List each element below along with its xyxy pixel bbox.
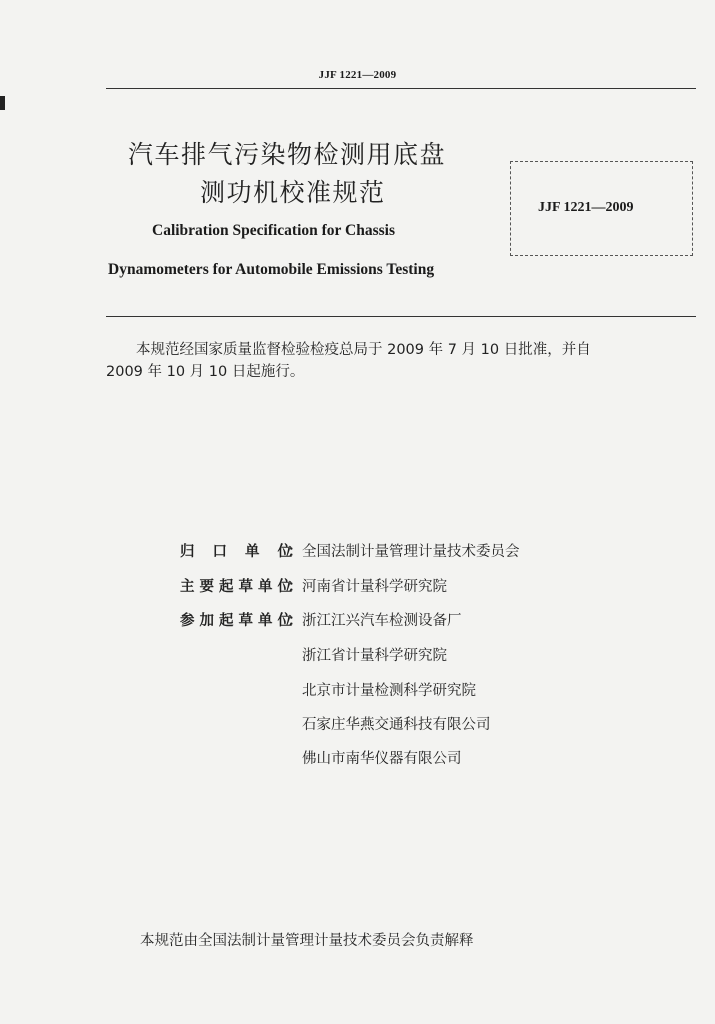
org-value: 佛山市南华仪器有限公司	[302, 751, 462, 767]
org-colon: ：	[288, 579, 303, 595]
org-colon: ：	[288, 544, 303, 560]
scan-edge-mark	[0, 96, 5, 110]
header-rule	[106, 88, 696, 89]
org-value: 浙江省计量科学研究院	[302, 648, 447, 664]
approval-line-1-text: 本规范经国家质量监督检验检疫总局于 2009 年 7 月 10 日批准，并自	[136, 342, 591, 358]
approval-line-2: 2009 年 10 月 10 日起施行。	[106, 364, 305, 380]
approval-line-1	[106, 339, 696, 361]
standard-code-box-text: JJF 1221—2009	[538, 200, 634, 215]
org-value: 河南省计量科学研究院	[302, 579, 447, 595]
title-separator-rule	[106, 316, 696, 317]
org-value: 浙江江兴汽车检测设备厂	[302, 613, 462, 629]
title-chinese-line-1: 汽车排气污染物检测用底盘	[128, 140, 447, 169]
footer-interpretation-note: 本规范由全国法制计量管理计量技术委员会负责解释	[140, 933, 474, 949]
org-colon: ：	[288, 613, 303, 629]
org-value: 全国法制计量管理计量技术委员会	[302, 544, 520, 560]
org-value: 北京市计量检测科学研究院	[302, 683, 476, 699]
header-standard-code: JJF 1221—2009	[318, 69, 397, 81]
title-english-line-1: Calibration Specification for Chassis	[152, 222, 395, 239]
org-value: 石家庄华燕交通科技有限公司	[302, 717, 491, 733]
approval-paragraph	[106, 339, 696, 383]
org-label: 主要起草单位	[180, 579, 292, 595]
org-label: 归口单位	[180, 544, 292, 560]
org-label: 参加起草单位	[180, 613, 292, 629]
title-english-line-2: Dynamometers for Automobile Emissions Testing	[108, 261, 435, 278]
title-chinese-line-2: 测功机校准规范	[200, 178, 386, 207]
